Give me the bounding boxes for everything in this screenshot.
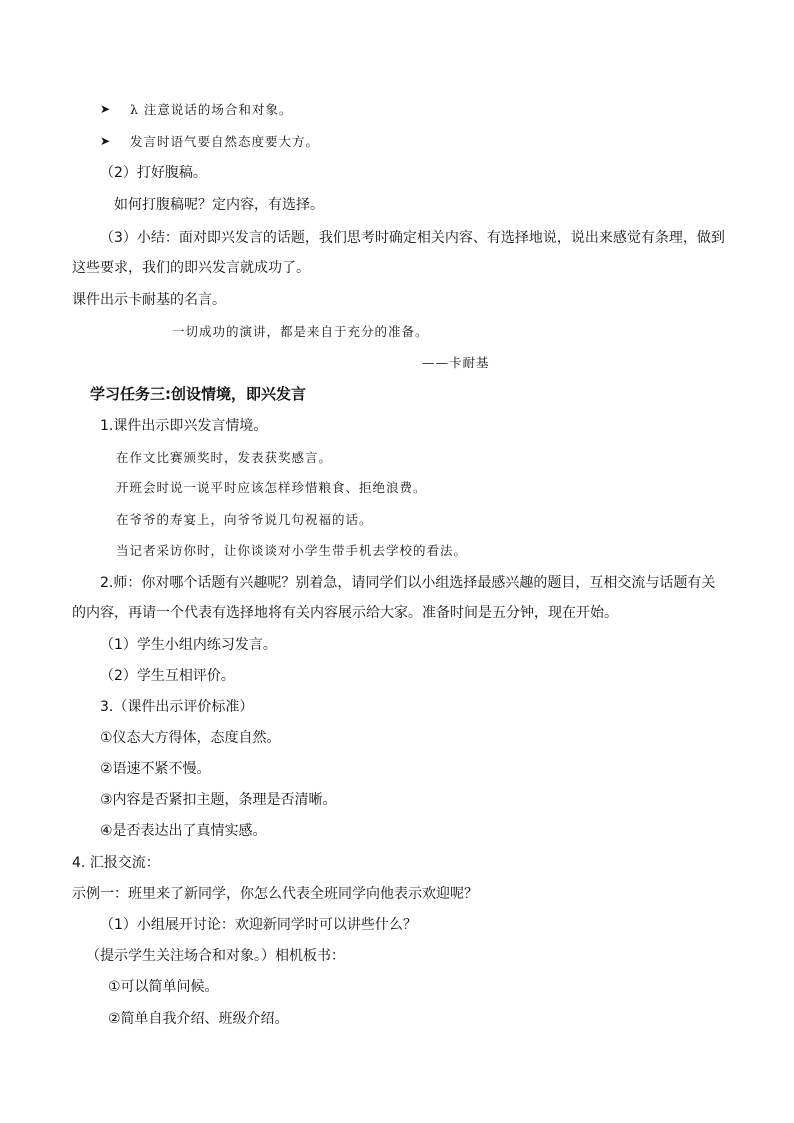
list-item: ②简单自我介绍、班级介绍。 [108,1011,289,1027]
step-item: （2）学生互相评价。 [100,668,235,684]
step-title: 4. 汇报交流： [72,855,160,871]
section-heading: 学习任务三:创设情境，即兴发言 [90,385,307,403]
paragraph: 2.师：你对哪个话题有兴趣呢？别着急，请同学们以小组选择最感兴趣的题目，互相交流与话题有关 [100,575,716,591]
step-title: 1.课件出示即兴发言情境。 [100,418,268,434]
quote: 一切成功的演讲，都是来自于充分的准备。 [172,324,429,339]
scenario-item: 在作文比赛颁奖时，发表获奖感言。 [116,450,333,465]
step-item: （1）小组展开讨论：欢迎新同学时可以讲些什么？ [100,917,417,933]
scenario-item: 在爷爷的寿宴上，向爷爷说几句祝福的话。 [116,512,373,527]
paragraph: （提示学生关注场合和对象。）相机板书： [86,948,345,964]
bullet-item: λ 注意说话的场合和对象。 [130,102,293,117]
bullet-icon: ➤ [100,102,111,116]
criteria-item: ②语速不紧不慢。 [100,761,211,777]
list-item: ①可以简单问候。 [108,979,219,995]
scenario-item: 当记者采访你时，让你谈谈对小学生带手机去学校的看法。 [116,543,468,558]
scenario-item: 开班会时说一说平时应该怎样珍惜粮食、拒绝浪费。 [116,480,427,495]
criteria-item: ③内容是否紧扣主题，条理是否清晰。 [100,792,337,808]
paragraph: 课件出示卡耐基的名言。 [72,292,226,308]
step-title: 3.（课件出示评价标准） [100,699,254,715]
step-title: （2）打好腹稿。 [100,165,207,181]
step-item: （1）学生小组内练习发言。 [100,637,277,653]
criteria-item: ①仪态大方得体，态度自然。 [100,730,281,746]
paragraph: 示例一：班里来了新同学，你怎么代表全班同学向他表示欢迎呢？ [72,886,478,902]
bullet-item: 发言时语气要自然态度要大方。 [130,134,320,149]
paragraph: 这些要求，我们的即兴发言就成功了。 [72,260,310,276]
bullet-icon: ➤ [100,134,111,148]
paragraph: （3）小结：面对即兴发言的话题，我们思考时确定相关内容、有选择地说，说出来感觉有条理，做到 [100,230,725,246]
paragraph: 的内容，再请一个代表有选择地将有关内容展示给大家。准备时间是五分钟，现在开始。 [72,605,618,621]
criteria-item: ④是否表达出了真情实感。 [100,823,267,839]
quote-author: ——卡耐基 [422,355,490,370]
paragraph: 如何打腹稿呢？定内容，有选择。 [114,197,324,213]
